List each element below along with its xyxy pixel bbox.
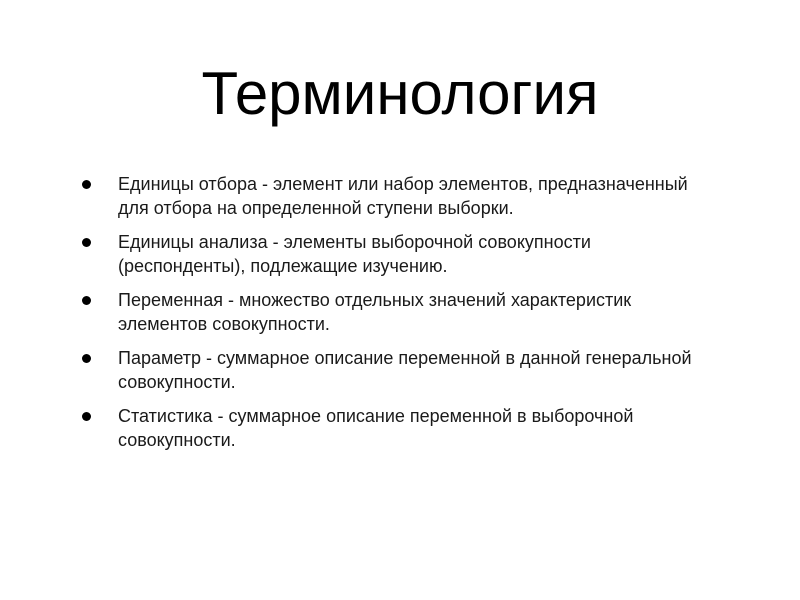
bullet-item-parameter — [82, 346, 722, 394]
bullet-list — [82, 172, 722, 462]
bullet-icon — [82, 412, 91, 421]
bullet-text: Единицы отбора - элемент или набор элементов, предназначенный для отбора на определенной ступени выборки. — [118, 174, 688, 218]
bullet-item-analysis-units — [82, 230, 722, 278]
slide-title: Терминология — [201, 60, 599, 127]
bullet-text: Единицы анализа - элементы выборочной совокупности (респонденты), подлежащие изучению. — [118, 232, 591, 276]
bullet-text: Переменная - множество отдельных значений характеристик элементов совокупности. — [118, 290, 632, 334]
bullet-icon — [82, 238, 91, 247]
bullet-item-statistic — [82, 404, 722, 452]
bullet-text: Параметр - суммарное описание переменной в данной генеральной совокупности. — [118, 348, 692, 392]
bullet-text: Статистика - суммарное описание переменной в выборочной совокупности. — [118, 406, 634, 450]
bullet-icon — [82, 180, 91, 189]
bullet-item-variable — [82, 288, 722, 336]
bullet-icon — [82, 296, 91, 305]
bullet-icon — [82, 354, 91, 363]
bullet-item-sampling-units — [82, 172, 722, 220]
